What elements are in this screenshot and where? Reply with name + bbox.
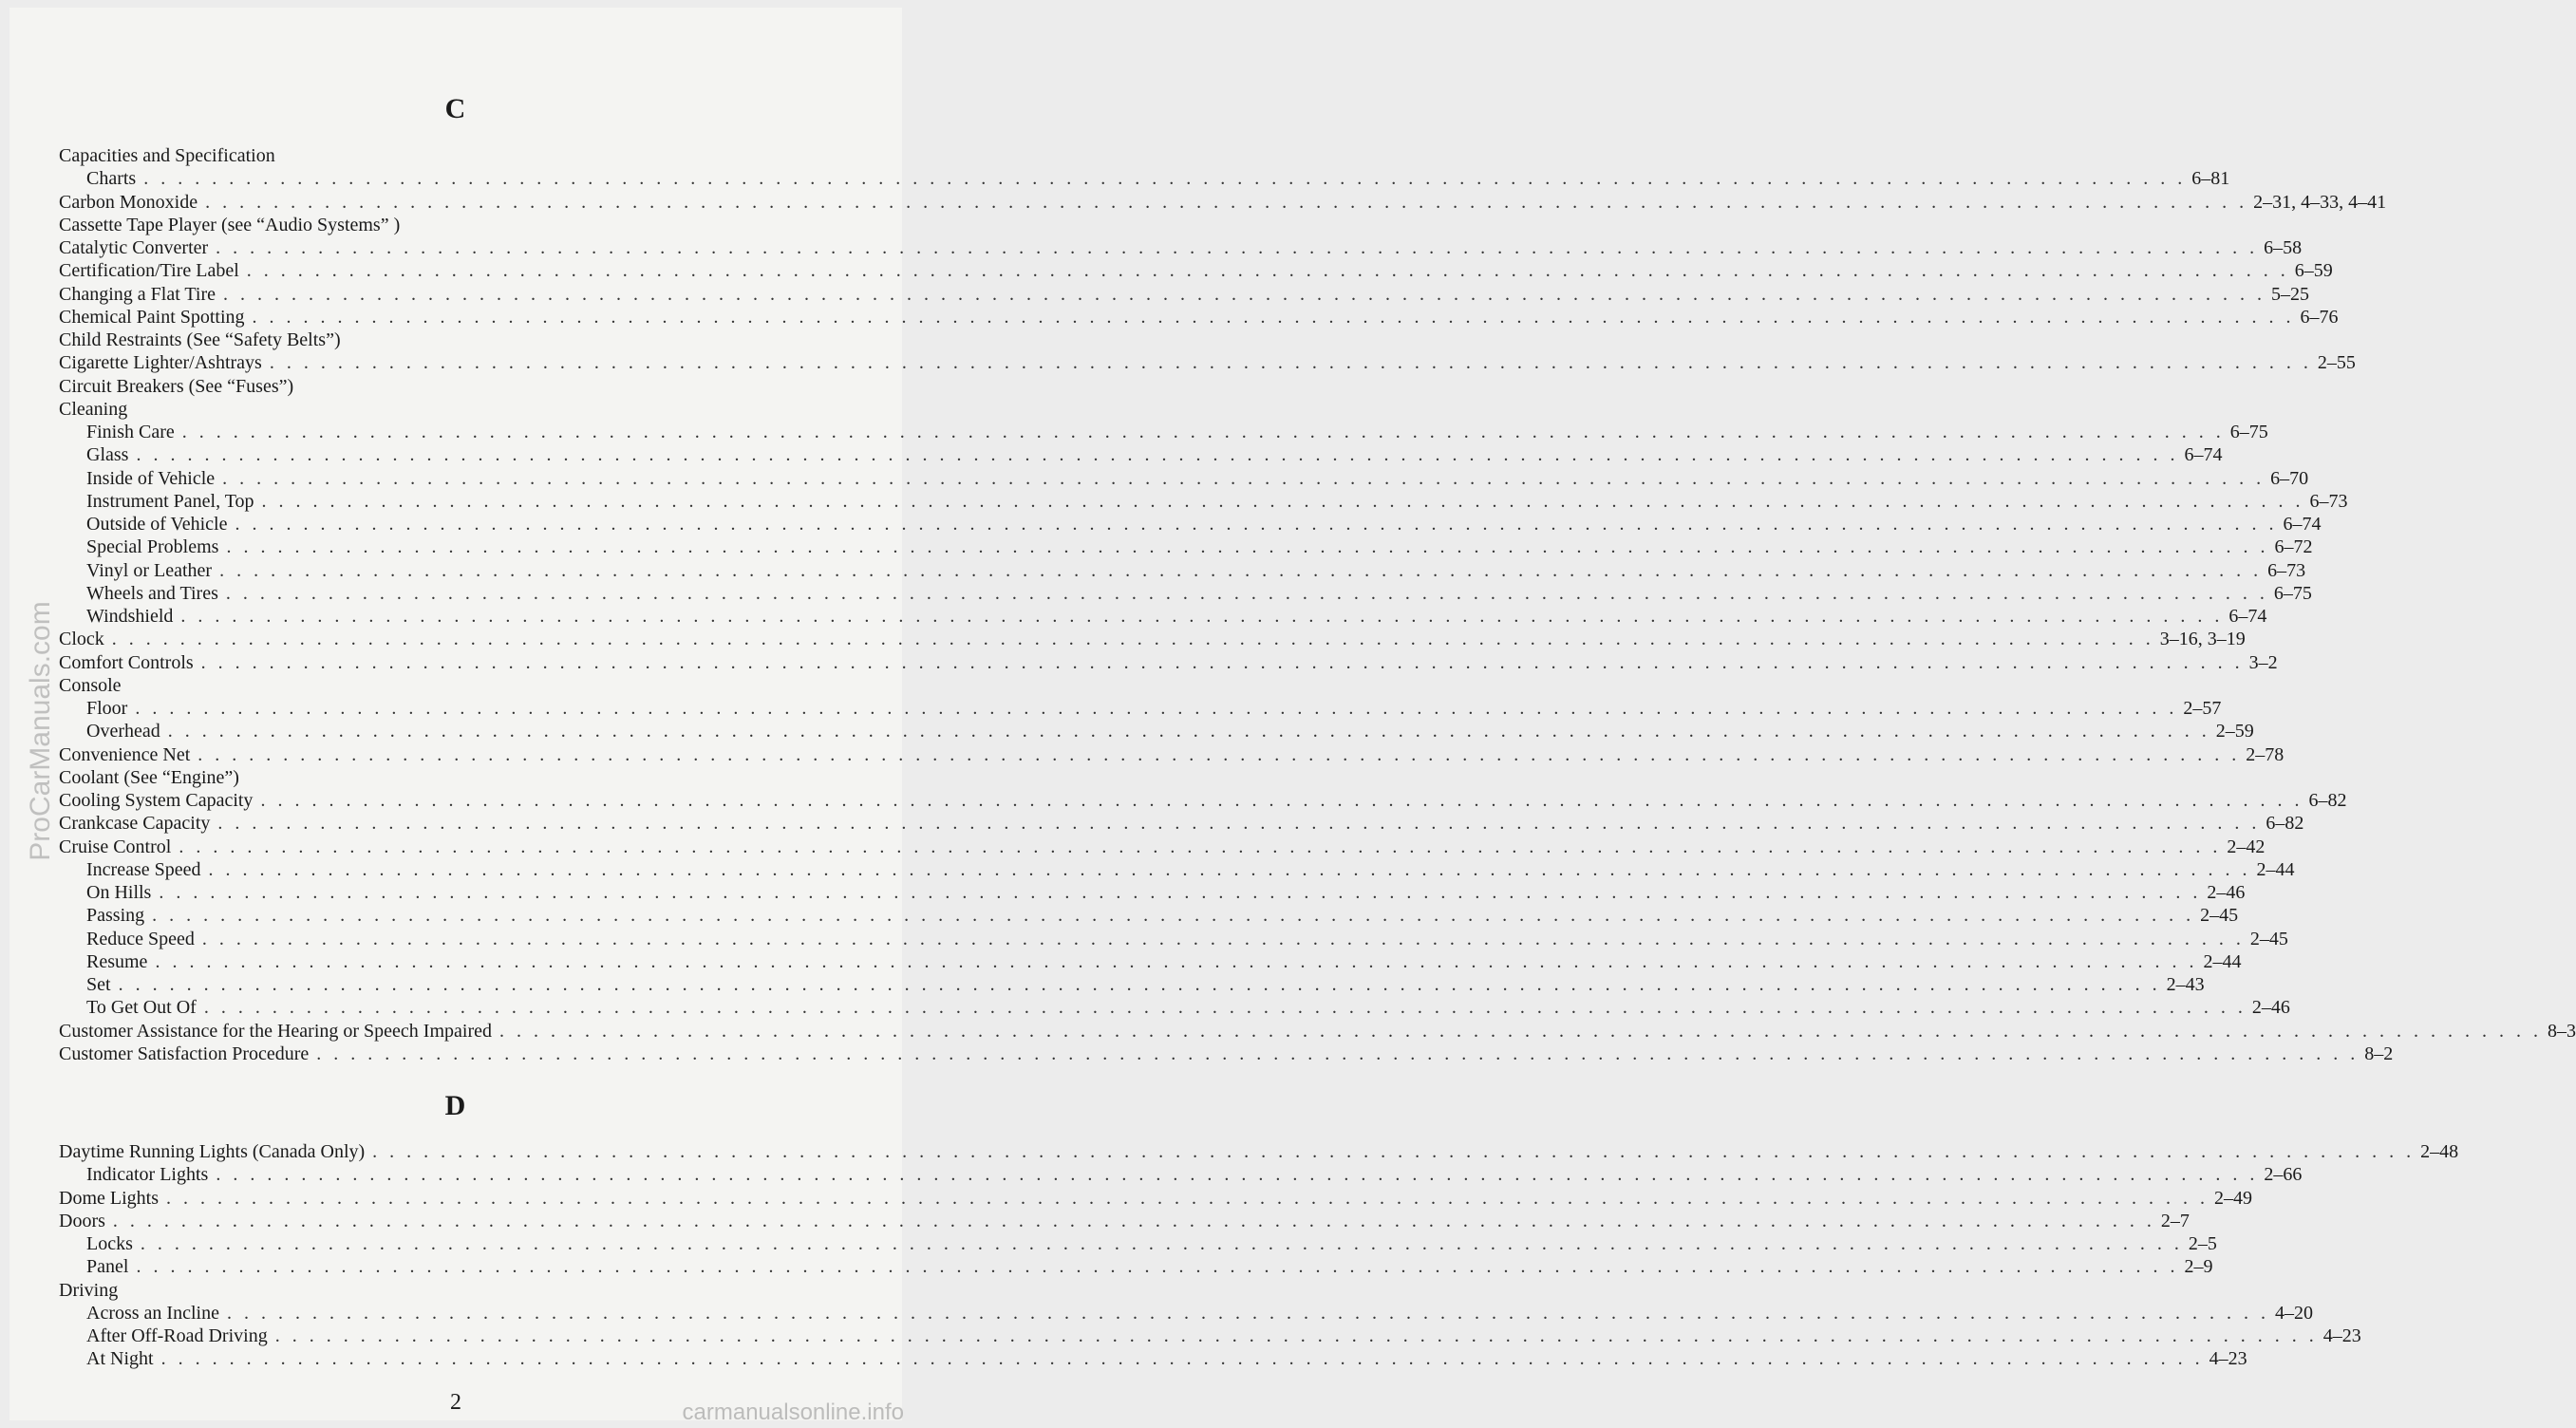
index-entry <box>59 513 2322 536</box>
entry-page-ref: 2–49 <box>2214 1187 2252 1209</box>
index-entry <box>59 1232 2217 1255</box>
entry-label: Child Restraints (See “Safety Belts”) <box>59 329 341 350</box>
entry-page-ref: 6–59 <box>2294 260 2333 282</box>
entry-page-ref: 3–16, 3–19 <box>2159 629 2246 650</box>
entry-page-ref: 2–46 <box>2251 997 2290 1019</box>
entry-page-ref: 2–44 <box>2203 950 2242 972</box>
entry-page-ref: 6–72 <box>2274 536 2313 558</box>
index-entry <box>59 605 2267 628</box>
entry-label: Console <box>59 674 122 696</box>
entry-label: Locks <box>86 1233 133 1254</box>
entry-label: Vinyl or Leather <box>86 559 213 581</box>
entry-label: After Off-Road Driving <box>86 1325 268 1346</box>
index-entry <box>59 1187 2252 1210</box>
index-entry <box>59 1020 2576 1043</box>
entry-label: Circuit Breakers (See “Fuses”) <box>59 375 294 397</box>
entry-label: Charts <box>86 168 137 190</box>
entry-label: Coolant (See “Engine”) <box>59 766 239 788</box>
entry-page-ref: 6–74 <box>2228 606 2267 627</box>
entry-page-ref: 2–46 <box>2207 882 2246 903</box>
entry-page-ref: 6–74 <box>2184 444 2223 466</box>
index-entry <box>59 259 2333 282</box>
entry-label: Changing a Flat Tire <box>59 283 216 305</box>
entry-label: Wheels and Tires <box>86 582 218 604</box>
index-entry <box>59 1255 2213 1278</box>
entry-page-ref: 4–23 <box>2209 1348 2247 1370</box>
dot-leader: . . . . . . . . . . . . . . . . . . . . . . . . . . . . . . . . . . . . . . . . . . . . . . . . . . . . . . . . . . . . . . . . . . . . . . . . . . . . . . . . . . . . . . . . . . . . . . . . . . . . . . . . . . . . . . . . . . . . . . . . <box>143 168 2187 190</box>
dot-leader: . . . . . . . . . . . . . . . . . . . . . . . . . . . . . . . . . . . . . . . . . . . . . . . . . . . . . . . . . . . . . . . . . . . . . . . . . . . . . . . . . . . . . . . . . . . . . . . . . . . . . . . . . . . . . . . . . . . . . . . . <box>216 1164 2259 1186</box>
entry-page-ref: 8–2 <box>2364 1043 2394 1064</box>
entry-label: Crankcase Capacity <box>59 813 211 835</box>
entry-label: Overhead <box>86 721 160 742</box>
index-entry <box>59 858 2295 881</box>
entry-page-ref: 2–5 <box>2188 1233 2217 1254</box>
dot-leader: . . . . . . . . . . . . . . . . . . . . . . . . . . . . . . . . . . . . . . . . . . . . . . . . . . . . . . . . . . . . . . . . . . . . . . . . . . . . . . . . . . . . . . . . . . . . . . . . . . . . . . . . . . . . . . . . . . . . . . . . <box>219 559 2263 581</box>
entry-page-ref: 2–57 <box>2183 698 2222 719</box>
index-entry <box>59 398 809 421</box>
index-entry <box>59 559 2306 582</box>
index-entry <box>59 329 809 351</box>
entry-page-ref: 2–7 <box>2160 1210 2190 1231</box>
entry-label: Special Problems <box>86 536 219 558</box>
dot-leader: . . . . . . . . . . . . . . . . . . . . . . . . . . . . . . . . . . . . . . . . . . . . . . . . . . . . . . . . . . . . . . . . . . . . . . . . . . . . . . . . . . . . . . . . . . . . . . . . . . . . . . . . . . . . . . . . . . . . . . . . <box>135 698 2178 719</box>
dot-leader: . . . . . . . . . . . . . . . . . . . . . . . . . . . . . . . . . . . . . . . . . . . . . . . . . . . . . . . . . . . . . . . . . . . . . . . . . . . . . . . . . . . . . . . . . . . . . . . . . . . . . . . . . . . . . . . . . . . . . . . . <box>181 422 2225 442</box>
dot-leader: . . . . . . . . . . . . . . . . . . . . . . . . . . . . . . . . . . . . . . . . . . . . . . . . . . . . . . . . . . . . . . . . . . . . . . . . . . . . . . . . . . . . . . . . . . . . . . . . . . . . . . . . . . . . . . . . . . . . . . . . <box>167 721 2210 742</box>
dot-leader: . . . . . . . . . . . . . . . . . . . . . . . . . . . . . . . . . . . . . . . . . . . . . . . . . . . . . . . . . . . . . . . . . . . . . . . . . . . . . . . . . . . . . . . . . . . . . . . . . . . . . . . . . . . . . . . . . . . . . . . . <box>372 1141 2416 1162</box>
entry-label: Comfort Controls <box>59 651 194 673</box>
entry-page-ref: 2–43 <box>2166 974 2205 995</box>
index-entry <box>59 697 2222 720</box>
index-entry <box>59 283 2310 306</box>
index-entry <box>59 720 2254 742</box>
entry-label: Across an Incline <box>86 1302 219 1324</box>
index-entry <box>59 1163 2303 1186</box>
index-entry <box>59 214 809 236</box>
index-entry <box>59 490 2348 513</box>
entry-label: Cooling System Capacity <box>59 790 254 811</box>
entry-page-ref: 6–76 <box>2300 306 2339 328</box>
index-entry <box>59 306 2339 329</box>
index-entry <box>59 144 809 167</box>
index-entry <box>59 351 2356 374</box>
entry-label: Convenience Net <box>59 743 191 765</box>
entry-label: Customer Satisfaction Procedure <box>59 1043 310 1064</box>
entry-page-ref: 2–9 <box>2184 1256 2213 1278</box>
dot-leader: . . . . . . . . . . . . . . . . . . . . . . . . . . . . . . . . . . . . . . . . . . . . . . . . . . . . . . . . . . . . . . . . . . . . . . . . . . . . . . . . . . . . . . . . . . . . . . . . . . . . . . . . . . . . . . . . . . . . . . . . <box>136 444 2179 466</box>
index-entry <box>59 467 2309 490</box>
index-entry <box>59 904 2239 927</box>
entry-label: At Night <box>86 1348 154 1370</box>
dot-leader: . . . . . . . . . . . . . . . . . . . . . . . . . . . . . . . . . . . . . . . . . . . . . . . . . . . . . . . . . . . . . . . . . . . . . . . . . . . . . . . . . . . . . . . . . . . . . . . . . . . . . . . . . . . . . . . . . . . . . . . . <box>155 950 2198 972</box>
index-list-c <box>59 144 2576 1065</box>
dot-leader: . . . . . . . . . . . . . . . . . . . . . . . . . . . . . . . . . . . . . . . . . . . . . . . . . . . . . . . . . . . . . . . . . . . . . . . . . . . . . . . . . . . . . . . . . . . . . . . . . . . . . . . . . . . . . . . . . . . . . . . . <box>222 467 2266 489</box>
index-entry <box>59 1302 2313 1325</box>
entry-page-ref: 3–2 <box>2248 651 2278 673</box>
index-entry <box>59 1210 2190 1232</box>
dot-leader: . . . . . . . . . . . . . . . . . . . . . . . . . . . . . . . . . . . . . . . . . . . . . . . . . . . . . . . . . . . . . . . . . . . . . . . . . . . . . . . . . . . . . . . . . . . . . . . . . . . . . . . . . . . . . . . . . . . . . . . . <box>226 1302 2269 1324</box>
entry-page-ref: 2–45 <box>2249 928 2288 949</box>
index-entry <box>59 191 2387 214</box>
dot-leader: . . . . . . . . . . . . . . . . . . . . . . . . . . . . . . . . . . . . . . . . . . . . . . . . . . . . . . . . . . . . . . . . . . . . . . . . . . . . . . . . . . . . . . . . . . . . . . . . . . . . . . . . . . . . . . . . . . . . . . . . <box>269 352 2312 374</box>
index-entry <box>59 236 2303 259</box>
dot-leader: . . . . . . . . . . . . . . . . . . . . . . . . . . . . . . . . . . . . . . . . . . . . . . . . . . . . . . . . . . . . . . . . . . . . . . . . . . . . . . . . . . . . . . . . . . . . . . . . . . . . . . . . . . . . . . . . . . . . . . . . <box>261 490 2304 512</box>
entry-label: Carbon Monoxide <box>59 191 198 213</box>
entry-page-ref: 2–42 <box>2227 836 2266 857</box>
entry-label: Finish Care <box>86 422 175 442</box>
index-entry <box>59 996 2290 1019</box>
index-entry <box>59 973 2205 996</box>
dot-leader: . . . . . . . . . . . . . . . . . . . . . . . . . . . . . . . . . . . . . . . . . . . . . . . . . . . . . . . . . . . . . . . . . . . . . . . . . . . . . . . . . . . . . . . . . . . . . . . . . . . . . . . . . . . . . . . . . . . . . . . . <box>316 1043 2360 1064</box>
dot-leader: . . . . . . . . . . . . . . . . . . . . . . . . . . . . . . . . . . . . . . . . . . . . . . . . . . . . . . . . . . . . . . . . . . . . . . . . . . . . . . . . . . . . . . . . . . . . . . . . . . . . . . . . . . . . . . . . . . . . . . . . <box>159 882 2202 903</box>
dot-leader: . . . . . . . . . . . . . . . . . . . . . . . . . . . . . . . . . . . . . . . . . . . . . . . . . . . . . . . . . . . . . . . . . . . . . . . . . . . . . . . . . . . . . . . . . . . . . . . . . . . . . . . . . . . . . . . . . . . . . . . . <box>136 1256 2179 1278</box>
index-entry <box>59 743 2285 766</box>
entry-label: Floor <box>86 698 128 719</box>
entry-label: Windshield <box>86 606 174 627</box>
section-heading-d: D <box>444 1090 467 1121</box>
entry-label: Panel <box>86 1256 129 1278</box>
dot-leader: . . . . . . . . . . . . . . . . . . . . . . . . . . . . . . . . . . . . . . . . . . . . . . . . . . . . . . . . . . . . . . . . . . . . . . . . . . . . . . . . . . . . . . . . . . . . . . . . . . . . . . . . . . . . . . . . . . . . . . . . <box>180 606 2224 627</box>
dot-leader: . . . . . . . . . . . . . . . . . . . . . . . . . . . . . . . . . . . . . . . . . . . . . . . . . . . . . . . . . . . . . . . . . . . . . . . . . . . . . . . . . . . . . . . . . . . . . . . . . . . . . . . . . . . . . . . . . . . . . . . . <box>197 743 2241 765</box>
entry-page-ref: 2–45 <box>2200 905 2239 927</box>
dot-leader: . . . . . . . . . . . . . . . . . . . . . . . . . . . . . . . . . . . . . . . . . . . . . . . . . . . . . . . . . . . . . . . . . . . . . . . . . . . . . . . . . . . . . . . . . . . . . . . . . . . . . . . . . . . . . . . . . . . . . . . . <box>225 582 2268 604</box>
entry-page-ref: 6–58 <box>2264 237 2303 258</box>
dot-leader: . . . . . . . . . . . . . . . . . . . . . . . . . . . . . . . . . . . . . . . . . . . . . . . . . . . . . . . . . . . . . . . . . . . . . . . . . . . . . . . . . . . . . . . . . . . . . . . . . . . . . . . . . . . . . . . . . . . . . . . . <box>140 1233 2183 1254</box>
dot-leader: . . . . . . . . . . . . . . . . . . . . . . . . . . . . . . . . . . . . . . . . . . . . . . . . . . . . . . . . . . . . . . . . . . . . . . . . . . . . . . . . . . . . . . . . . . . . . . . . . . . . . . . . . . . . . . . . . . . . . . . . <box>274 1325 2318 1346</box>
entry-page-ref: 6–81 <box>2191 168 2230 190</box>
entry-label: Outside of Vehicle <box>86 514 228 535</box>
dot-leader: . . . . . . . . . . . . . . . . . . . . . . . . . . . . . . . . . . . . . . . . . . . . . . . . . . . . . . . . . . . . . . . . . . . . . . . . . . . . . . . . . . . . . . . . . . . . . . . . . . . . . . . . . . . . . . . . . . . . . . . . <box>152 905 2195 927</box>
entry-page-ref: 6–82 <box>2308 790 2347 811</box>
entry-label: Indicator Lights <box>86 1164 209 1186</box>
dot-leader: . . . . . . . . . . . . . . . . . . . . . . . . . . . . . . . . . . . . . . . . . . . . . . . . . . . . . . . . . . . . . . . . . . . . . . . . . . . . . . . . . . . . . . . . . . . . . . . . . . . . . . . . . . . . . . . . . . . . . . . . <box>160 1348 2204 1370</box>
entry-label: Cigarette Lighter/Ashtrays <box>59 352 262 374</box>
entry-label: Chemical Paint Spotting <box>59 306 245 328</box>
entry-label: Dome Lights <box>59 1187 159 1209</box>
entry-page-ref: 2–48 <box>2420 1141 2459 1162</box>
entry-label: On Hills <box>86 882 152 903</box>
entry-page-ref: 4–23 <box>2322 1325 2361 1346</box>
index-entry <box>59 628 2246 650</box>
entry-page-ref: 5–25 <box>2271 283 2310 305</box>
entry-page-ref: 2–31, 4–33, 4–41 <box>2253 191 2387 213</box>
index-entry <box>59 674 809 697</box>
entry-label: Cassette Tape Player (see “Audio Systems” ) <box>59 214 401 235</box>
index-entry <box>59 651 2278 674</box>
entry-label: Cruise Control <box>59 836 172 857</box>
index-entry <box>59 443 2223 466</box>
index-entry <box>59 582 2312 605</box>
dot-leader: . . . . . . . . . . . . . . . . . . . . . . . . . . . . . . . . . . . . . . . . . . . . . . . . . . . . . . . . . . . . . . . . . . . . . . . . . . . . . . . . . . . . . . . . . . . . . . . . . . . . . . . . . . . . . . . . . . . . . . . . <box>166 1187 2209 1209</box>
index-entry <box>59 881 2246 904</box>
entry-page-ref: 6–82 <box>2266 813 2304 835</box>
dot-leader: . . . . . . . . . . . . . . . . . . . . . . . . . . . . . . . . . . . . . . . . . . . . . . . . . . . . . . . . . . . . . . . . . . . . . . . . . . . . . . . . . . . . . . . . . . . . . . . . . . . . . . . . . . . . . . . . . . . . . . . . <box>111 629 2154 650</box>
dot-leader: . . . . . . . . . . . . . . . . . . . . . . . . . . . . . . . . . . . . . . . . . . . . . . . . . . . . . . . . . . . . . . . . . . . . . . . . . . . . . . . . . . . . . . . . . . . . . . . . . . . . . . . . . . . . . . . . . . . . . . . . <box>200 651 2244 673</box>
entry-page-ref: 6–73 <box>2309 490 2348 512</box>
dot-leader: . . . . . . . . . . . . . . . . . . . . . . . . . . . . . . . . . . . . . . . . . . . . . . . . . . . . . . . . . . . . . . . . . . . . . . . . . . . . . . . . . . . . . . . . . . . . . . . . . . . . . . . . . . . . . . . . . . . . . . . . <box>112 1210 2155 1231</box>
dot-leader: . . . . . . . . . . . . . . . . . . . . . . . . . . . . . . . . . . . . . . . . . . . . . . . . . . . . . . . . . . . . . . . . . . . . . . . . . . . . . . . . . . . . . . . . . . . . . . . . . . . . . . . . . . . . . . . . . . . . . . . . <box>205 191 2248 213</box>
watermark-procarmanuals: ProCarManuals.com <box>25 601 56 861</box>
index-entry <box>59 1325 2361 1347</box>
index-entry <box>59 421 2268 443</box>
entry-page-ref: 4–20 <box>2274 1302 2313 1324</box>
entry-label: Daytime Running Lights (Canada Only) <box>59 1141 366 1162</box>
entry-page-ref: 2–55 <box>2317 352 2356 374</box>
dot-leader: . . . . . . . . . . . . . . . . . . . . . . . . . . . . . . . . . . . . . . . . . . . . . . . . . . . . . . . . . . . . . . . . . . . . . . . . . . . . . . . . . . . . . . . . . . . . . . . . . . . . . . . . . . . . . . . . . . . . . . . . <box>246 260 2289 282</box>
entry-label: Doors <box>59 1210 105 1231</box>
watermark-carmanualsonline: carmanualsonline.info <box>682 1400 904 1425</box>
entry-label: Inside of Vehicle <box>86 467 216 489</box>
entry-label: Certification/Tire Label <box>59 260 239 282</box>
entry-page-ref: 6–75 <box>2273 582 2312 604</box>
dot-leader: . . . . . . . . . . . . . . . . . . . . . . . . . . . . . . . . . . . . . . . . . . . . . . . . . . . . . . . . . . . . . . . . . . . . . . . . . . . . . . . . . . . . . . . . . . . . . . . . . . . . . . . . . . . . . . . . . . . . . . . . <box>223 283 2266 305</box>
entry-page-ref: 6–74 <box>2283 514 2322 535</box>
entry-page-ref: 6–70 <box>2270 467 2309 489</box>
entry-label: Cleaning <box>59 398 128 420</box>
index-entry <box>59 1279 809 1302</box>
dot-leader: . . . . . . . . . . . . . . . . . . . . . . . . . . . . . . . . . . . . . . . . . . . . . . . . . . . . . . . . . . . . . . . . . . . . . . . . . . . . . . . . . . . . . . . . . . . . . . . . . . . . . . . . . . . . . . . . . . . . . . . . <box>252 306 2295 328</box>
section-heading-c: C <box>444 93 467 124</box>
index-entry <box>59 536 2313 558</box>
dot-leader: . . . . . . . . . . . . . . . . . . . . . . . . . . . . . . . . . . . . . . . . . . . . . . . . . . . . . . . . . . . . . . . . . . . . . . . . . . . . . . . . . . . . . . . . . . . . . . . . . . . . . . . . . . . . . . . . . . . . . . . . <box>235 514 2278 535</box>
index-list-d <box>59 1140 2459 1371</box>
dot-leader: . . . . . . . . . . . . . . . . . . . . . . . . . . . . . . . . . . . . . . . . . . . . . . . . . . . . . . . . . . . . . . . . . . . . . . . . . . . . . . . . . . . . . . . . . . . . . . . . . . . . . . . . . . . . . . . . . . . . . . . . <box>498 1020 2542 1042</box>
entry-label: Driving <box>59 1279 119 1301</box>
entry-label: Catalytic Converter <box>59 237 209 258</box>
entry-page-ref: 2–59 <box>2215 721 2254 742</box>
entry-label: Passing <box>86 905 145 927</box>
dot-leader: . . . . . . . . . . . . . . . . . . . . . . . . . . . . . . . . . . . . . . . . . . . . . . . . . . . . . . . . . . . . . . . . . . . . . . . . . . . . . . . . . . . . . . . . . . . . . . . . . . . . . . . . . . . . . . . . . . . . . . . . <box>260 790 2303 811</box>
index-entry <box>59 1140 2459 1163</box>
dot-leader: . . . . . . . . . . . . . . . . . . . . . . . . . . . . . . . . . . . . . . . . . . . . . . . . . . . . . . . . . . . . . . . . . . . . . . . . . . . . . . . . . . . . . . . . . . . . . . . . . . . . . . . . . . . . . . . . . . . . . . . . <box>226 536 2269 558</box>
index-entry <box>59 950 2242 973</box>
entry-label: Set <box>86 974 111 995</box>
index-entry <box>59 789 2347 812</box>
dot-leader: . . . . . . . . . . . . . . . . . . . . . . . . . . . . . . . . . . . . . . . . . . . . . . . . . . . . . . . . . . . . . . . . . . . . . . . . . . . . . . . . . . . . . . . . . . . . . . . . . . . . . . . . . . . . . . . . . . . . . . . . <box>201 928 2245 949</box>
dot-leader: . . . . . . . . . . . . . . . . . . . . . . . . . . . . . . . . . . . . . . . . . . . . . . . . . . . . . . . . . . . . . . . . . . . . . . . . . . . . . . . . . . . . . . . . . . . . . . . . . . . . . . . . . . . . . . . . . . . . . . . . <box>208 858 2251 880</box>
entry-label: Instrument Panel, Top <box>86 490 254 512</box>
dot-leader: . . . . . . . . . . . . . . . . . . . . . . . . . . . . . . . . . . . . . . . . . . . . . . . . . . . . . . . . . . . . . . . . . . . . . . . . . . . . . . . . . . . . . . . . . . . . . . . . . . . . . . . . . . . . . . . . . . . . . . . . <box>179 836 2222 857</box>
entry-page-ref: 6–75 <box>2229 422 2268 442</box>
index-entry <box>59 812 2304 835</box>
index-entry <box>59 836 2266 858</box>
entry-page-ref: 2–44 <box>2256 858 2295 880</box>
index-entry <box>59 1043 2394 1065</box>
index-entry <box>59 1347 2247 1370</box>
entry-label: To Get Out Of <box>86 997 197 1019</box>
entry-label: Resume <box>86 950 148 972</box>
index-entry <box>59 375 809 398</box>
entry-label: Reduce Speed <box>86 928 195 949</box>
dot-leader: . . . . . . . . . . . . . . . . . . . . . . . . . . . . . . . . . . . . . . . . . . . . . . . . . . . . . . . . . . . . . . . . . . . . . . . . . . . . . . . . . . . . . . . . . . . . . . . . . . . . . . . . . . . . . . . . . . . . . . . . <box>217 813 2261 835</box>
entry-label: Glass <box>86 444 129 466</box>
entry-label: Capacities and Specification <box>59 145 275 166</box>
entry-label: Clock <box>59 629 104 650</box>
entry-page-ref: 8–3 <box>2547 1020 2576 1042</box>
entry-label: Increase Speed <box>86 858 201 880</box>
entry-label: Customer Assistance for the Hearing or Speech Impaired <box>59 1020 492 1042</box>
index-entry <box>59 928 2288 950</box>
dot-leader: . . . . . . . . . . . . . . . . . . . . . . . . . . . . . . . . . . . . . . . . . . . . . . . . . . . . . . . . . . . . . . . . . . . . . . . . . . . . . . . . . . . . . . . . . . . . . . . . . . . . . . . . . . . . . . . . . . . . . . . . <box>203 997 2247 1019</box>
entry-page-ref: 2–78 <box>2246 743 2285 765</box>
entry-page-ref: 6–73 <box>2267 559 2306 581</box>
entry-page-ref: 2–66 <box>2264 1164 2303 1186</box>
dot-leader: . . . . . . . . . . . . . . . . . . . . . . . . . . . . . . . . . . . . . . . . . . . . . . . . . . . . . . . . . . . . . . . . . . . . . . . . . . . . . . . . . . . . . . . . . . . . . . . . . . . . . . . . . . . . . . . . . . . . . . . . <box>216 237 2259 258</box>
page-number: 2 <box>450 1390 461 1415</box>
index-entry <box>59 167 2230 190</box>
index-entry <box>59 766 809 789</box>
dot-leader: . . . . . . . . . . . . . . . . . . . . . . . . . . . . . . . . . . . . . . . . . . . . . . . . . . . . . . . . . . . . . . . . . . . . . . . . . . . . . . . . . . . . . . . . . . . . . . . . . . . . . . . . . . . . . . . . . . . . . . . . <box>118 974 2161 995</box>
